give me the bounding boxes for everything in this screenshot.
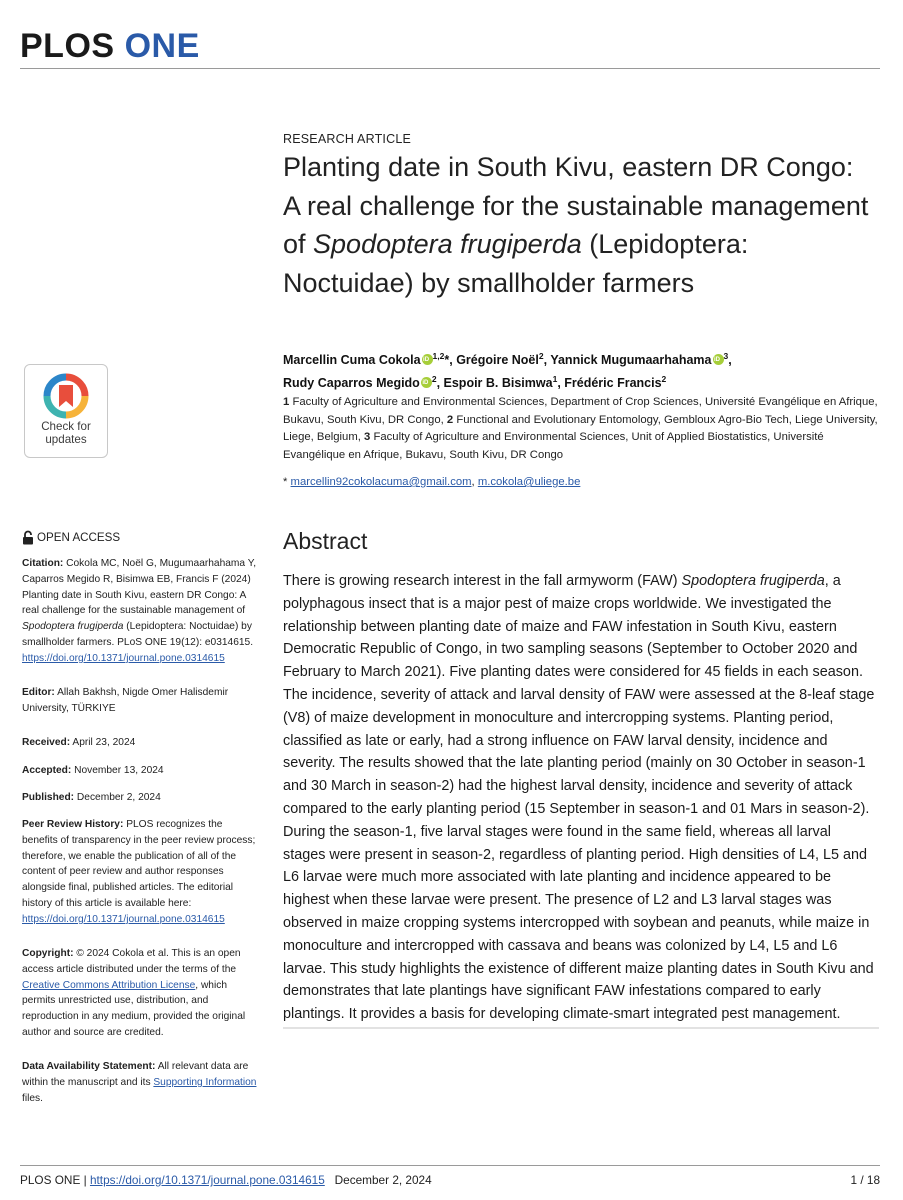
author-name[interactable]: Espoir B. Bisimwa [443, 376, 553, 391]
author-affiliation-marker: 1 [552, 374, 558, 385]
received-date: Received: April 23, 2024 [22, 737, 136, 748]
author-name[interactable]: Grégoire Noël [456, 353, 539, 368]
header-divider [20, 68, 880, 69]
article-title: Planting date in South Kivu, eastern DR Congo: A real challenge for the sustainable management of Spodoptera frugiperda (Lepidoptera: Noctuidae) by smallholder farmers [283, 152, 869, 298]
logo-plos: PLOS [20, 27, 115, 65]
author-affiliation-marker: 2 [661, 374, 667, 385]
peer-review-block: Peer Review History: PLOS recognizes the benefits of transparency in the peer review process; therefore, we enable the publication of all of the content of peer review and author responses alongside final, published articles. The editorial history of this article is available here: https://doi.org/10.1371/journal.pone.0314615 [22, 819, 256, 925]
author-affiliation-marker: 3 [723, 351, 729, 361]
affiliation-3: Faculty of Agriculture and Environmental Sciences, Unit of Applied Biostatistics, Université Evangélique en Afrique, Bukavu, South Kivu, DR Congo [283, 431, 824, 461]
author-name[interactable]: Marcellin Cuma Cokola [283, 353, 421, 368]
published-date: Published: December 2, 2024 [22, 792, 161, 803]
author-name[interactable]: Yannick Mugumaarhahama [550, 353, 712, 368]
check-for-updates-label: Check for updates [41, 420, 91, 446]
journal-logo[interactable] [20, 26, 200, 66]
footer-citation: PLOS ONE | https://doi.org/10.1371/journal.pone.0314615 December 2, 2024 [20, 1173, 432, 1187]
abstract-divider [283, 1027, 879, 1029]
article-type: RESEARCH ARTICLE [283, 132, 412, 146]
citation-doi-link[interactable]: https://doi.org/10.1371/journal.pone.0314615 [22, 652, 225, 664]
abstract-body: There is growing research interest in the fall armyworm (FAW) Spodoptera frugiperda, a polyphagous insect that is a major pest of maize crops worldwide. We investigated the relationship between planting date of maize and FAW infestation in South Kivu, eastern Democratic Republic of Congo, in two sampling seasons (September to October 2020 and February to March 2021). Five planting dates were considered for 45 fields in each season. The incidence, severity of attack and larval density of FAW were assessed at the 8-leaf stage (V8) of maize development in monoculture and intercropping systems. Planting period, classified as late or early, had a strong influence on FAW larval density, incidence and severity. The results showed that the late planting period (mainly on 30 October in season-1 and 30 March in season-2) had the highest larval density, incidence and severity of attack compared to the early planting period (15 September in season-1 and 01 Mars in season-2). During the season-1, five larval stages were found in the same field, whereas all larval stages were present in season-2, regardless of planting period. High densities of L4, L5 and L6 larvae were much more associated with late planting and incidence appeared to be highest when these larvae were present. The presence of L2 and L3 larval stages was observed in maize cropping systems intercropped with soybean and peanuts, while maize in monoculture and intercropped with cassava and beans was colonized by L4, L5 and L6 larvae. This study highlights the existence of different maize planting dates in South Kivu and demonstrates that late plantings have significant FAW infestations compared to early plantings. It provides a basis for developing climate-smart integrated pest management. [283, 573, 875, 1023]
check-for-updates-badge[interactable] [24, 364, 108, 458]
accepted-date: Accepted: November 13, 2024 [22, 765, 164, 776]
open-lock-icon [22, 530, 34, 545]
author-affiliation-marker: 2 [538, 351, 544, 361]
orcid-icon[interactable] [713, 354, 724, 365]
orcid-icon[interactable] [421, 377, 432, 388]
peer-review-link[interactable]: https://doi.org/10.1371/journal.pone.0314615 [22, 913, 225, 925]
data-availability-block: Data Availability Statement: All relevant data are within the manuscript and its Supporting Information files. [22, 1061, 257, 1104]
corresponding-email: * marcellin92cokolacuma@gmail.com, m.cokola@uliege.be [283, 476, 581, 488]
logo-one: ONE [124, 27, 200, 65]
footer-doi-link[interactable]: https://doi.org/10.1371/journal.pone.0314615 [89, 1173, 325, 1187]
email-link-2[interactable]: m.cokola@uliege.be [477, 476, 581, 488]
author-list: Marcellin Cuma CokolaiD $^{1,2}$*, Grégoire Noël$^2$, Yannick MugumaarhahamaiD $^3$, Rudy Caparros MegidoiD $^2$, Espoir B. Bisimwa$^1$, Frédéric Francis$^2$ [283, 347, 873, 393]
footer-divider [20, 1165, 880, 1166]
orcid-icon[interactable] [422, 354, 433, 365]
author-name[interactable]: Frédéric Francis [564, 376, 662, 391]
page-number: 1 / 18 [850, 1173, 880, 1187]
abstract-heading: Abstract [283, 528, 368, 554]
affiliations: 1 Faculty of Agriculture and Environmental Sciences, Department of Crop Sciences, Université Evangélique en Afrique, Bukavu, South Kivu, DR Congo, 2 Functional and Evolutionary Entomology, Gembloux Agro-Bio Tech, Liege University, Liege, Belgium, 3 Faculty of Agriculture and Environmental Sciences, Unit of Applied Biostatistics, Université Evangélique en Afrique, Bukavu, South Kivu, DR Congo [283, 396, 878, 461]
open-access-badge: OPEN ACCESS [22, 530, 120, 545]
email-link-1[interactable]: marcellin92cokolacuma@gmail.com [290, 476, 472, 488]
supporting-information-link[interactable]: Supporting Information [153, 1076, 257, 1088]
citation-block: Citation: Cokola MC, Noël G, Mugumaarhahama Y, Caparros Megido R, Bisimwa EB, Francis F (2024) Planting date in South Kivu, eastern DR Congo: A real challenge for the sustainable management of Spodoptera frugiperda (Lepidoptera: Noctuidae) by smallholder farmers. PLoS ONE 19(12): e0314615. https://doi.org/10.1371/journal.pone.0314615 [22, 558, 257, 664]
license-link[interactable]: Creative Commons Attribution License [22, 979, 196, 991]
affiliation-2: Functional and Evolutionary Entomology, Gembloux Agro-Bio Tech, Liege University, Liege, Belgium, [283, 413, 878, 443]
affiliation-1: Faculty of Agriculture and Environmental Sciences, Department of Crop Sciences, Université Evangélique en Afrique, Bukavu, South Kivu, DR Congo, [283, 396, 878, 426]
footer-date: December 2, 2024 [334, 1173, 432, 1187]
copyright-block: Copyright: © 2024 Cokola et al. This is an open access article distributed under the terms of the Creative Commons Attribution License, which permits unrestricted use, distribution, and reproduction in any medium, provided the original author and source are credited. [22, 948, 246, 1038]
editor-block: Editor: Allah Bakhsh, Nigde Omer Halisdemir University, TÜRKIYE [22, 687, 229, 714]
author-affiliation-marker: 2 [431, 374, 437, 385]
crossmark-icon [43, 373, 89, 419]
author-name[interactable]: Rudy Caparros Megido [283, 376, 420, 391]
author-affiliation-marker: 1,2 [432, 351, 445, 361]
